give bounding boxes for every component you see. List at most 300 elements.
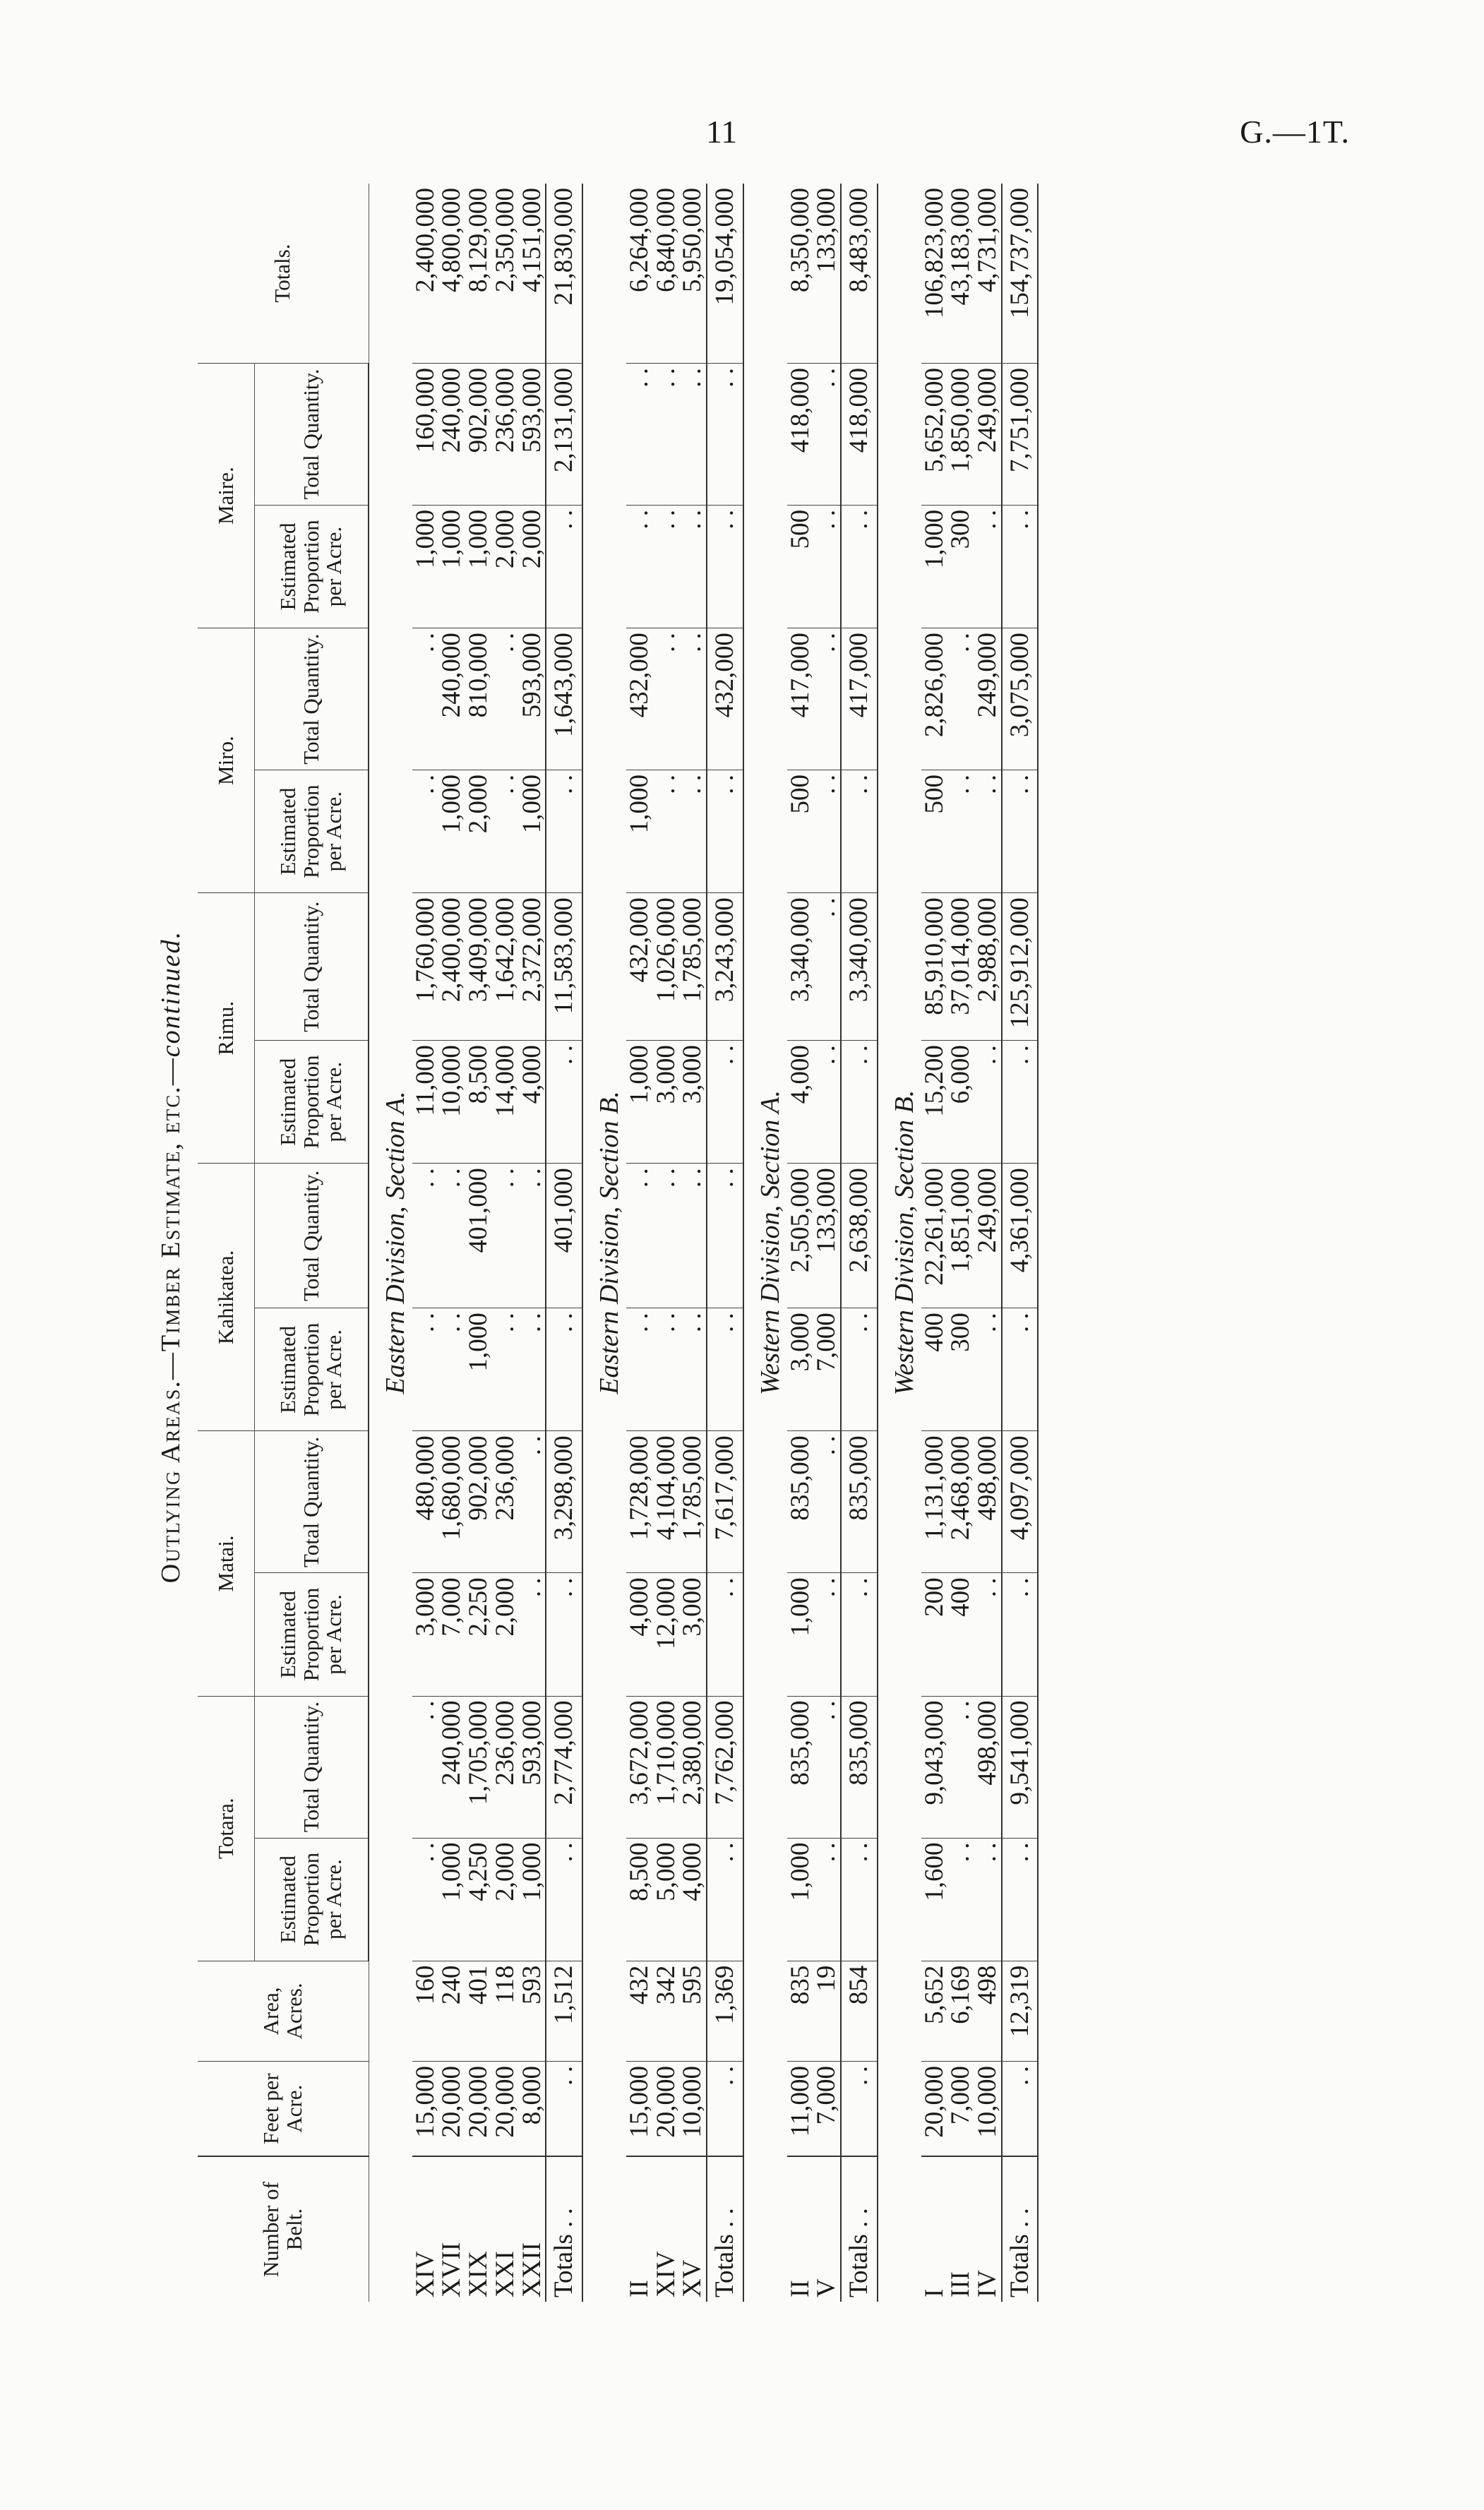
table-cell: 593 — [519, 1961, 546, 2061]
table-cell: 1,000 — [412, 505, 439, 628]
table-cell: 10,000 — [438, 1041, 465, 1164]
totals-row — [1002, 184, 1039, 2302]
totals-cell: . . — [546, 1041, 582, 1164]
table-cell: . . — [813, 1431, 841, 1573]
table-cell: 2,000 — [492, 1838, 519, 1961]
table-cell: 1,851,000 — [947, 1164, 974, 1308]
table-cell: 2,468,000 — [947, 1431, 974, 1573]
header-area: Area, Acres. — [198, 1961, 369, 2061]
totals-cell: 4,097,000 — [1002, 1431, 1039, 1573]
table-cell: 2,400,000 — [438, 893, 465, 1041]
belt-number: II — [626, 2156, 653, 2302]
subheader-totara-estimated-proportion: Estimated Proportion per Acre. — [255, 1838, 369, 1961]
table-cell: 240,000 — [438, 628, 465, 770]
header-matai: Matai. — [198, 1431, 255, 1696]
totals-cell: 9,541,000 — [1002, 1696, 1039, 1838]
table-cell: . . — [412, 1164, 439, 1308]
table-cell: 2,350,000 — [490, 188, 520, 292]
table-cell: 432,000 — [626, 893, 653, 1041]
table-cell: 9,043,000 — [921, 1696, 948, 1838]
totals-cell: . . — [707, 770, 743, 893]
table-cell: 1,000 — [626, 770, 653, 893]
table-cell: 3,000 — [787, 1308, 814, 1431]
table-cell: 1,785,000 — [679, 1431, 707, 1573]
belt-number: XV — [679, 2156, 707, 2302]
table-cell: 4,800,000 — [437, 188, 467, 292]
totals-cell: 19,054,000 — [707, 184, 743, 363]
totals-cell: 3,340,000 — [841, 893, 878, 1041]
table-cell: 498,000 — [974, 1431, 1002, 1573]
table-cell: 236,000 — [492, 1696, 519, 1838]
table-cell: 22,261,000 — [921, 1164, 948, 1308]
table-row — [974, 184, 1002, 2302]
table-cell: . . — [974, 1041, 1002, 1164]
table-cell: 8,000 — [519, 2062, 546, 2157]
table-cell: . . — [974, 1838, 1002, 1961]
table-cell: 15,000 — [626, 2062, 653, 2157]
table-cell: . . — [653, 770, 680, 893]
table-cell: 810,000 — [465, 628, 492, 770]
totals-cell: . . — [841, 2062, 878, 2157]
totals-cell: . . — [707, 363, 743, 505]
table-cell: 1,000 — [465, 1308, 492, 1431]
table-cell: 2,000 — [519, 505, 546, 628]
table-cell: . . — [626, 1308, 653, 1431]
table-cell: 4,250 — [465, 1838, 492, 1961]
totals-cell: 432,000 — [707, 628, 743, 770]
table-cell: . . — [947, 628, 974, 770]
table-cell: 418,000 — [787, 363, 814, 505]
table-cell: 43,183,000 — [946, 188, 976, 306]
totals-label: Totals . . — [546, 2156, 582, 2302]
table-cell: 1,000 — [438, 505, 465, 628]
totals-cell: 4,361,000 — [1002, 1164, 1039, 1308]
page-number: 11 — [706, 114, 738, 150]
totals-cell: . . — [841, 1308, 878, 1431]
table-cell: 37,014,000 — [947, 893, 974, 1041]
table-cell: 1,600 — [921, 1838, 948, 1961]
totals-cell: 154,737,000 — [1002, 184, 1039, 363]
table-cell: 6,000 — [947, 1041, 974, 1164]
table-cell: . . — [519, 1573, 546, 1696]
table-cell: 1,000 — [921, 505, 948, 628]
table-cell: . . — [679, 363, 707, 505]
table-cell: 133,000 — [812, 188, 842, 273]
table-cell: 6,840,000 — [651, 188, 681, 292]
belt-number: III — [947, 2156, 974, 2302]
totals-cell: 7,617,000 — [707, 1431, 743, 1573]
totals-label: Totals . . — [707, 2156, 743, 2302]
table-row — [438, 184, 465, 2302]
totals-cell: 2,774,000 — [546, 1696, 582, 1838]
table-cell: . . — [813, 770, 841, 893]
table-cell: . . — [519, 1164, 546, 1308]
table-cell: . . — [947, 770, 974, 893]
belt-number: V — [813, 2156, 841, 2302]
table-cell: 8,500 — [465, 1041, 492, 1164]
table-cell: . . — [813, 628, 841, 770]
table-cell: . . — [974, 1573, 1002, 1696]
header-kahikatea: Kahikatea. — [198, 1164, 255, 1431]
table-cell: 20,000 — [438, 2062, 465, 2157]
header-feet: Feet per Acre. — [198, 2062, 369, 2157]
totals-cell: 401,000 — [546, 1164, 582, 1308]
table-cell: 240,000 — [438, 1696, 465, 1838]
totals-cell: 3,243,000 — [707, 893, 743, 1041]
table-cell: 8,350,000 — [785, 188, 815, 292]
table-cell: . . — [974, 1308, 1002, 1431]
header-miro: Miro. — [198, 628, 255, 893]
table-cell: 902,000 — [465, 363, 492, 505]
table-cell: 3,000 — [679, 1041, 707, 1164]
totals-cell: 835,000 — [841, 1431, 878, 1573]
table-cell: 15,200 — [921, 1041, 948, 1164]
table-cell: . . — [813, 1838, 841, 1961]
table-cell: 10,000 — [679, 2062, 707, 2157]
table-cell: . . — [438, 1308, 465, 1431]
table-row — [492, 184, 519, 2302]
subheader-kahikatea-estimated-proportion: Estimated Proportion per Acre. — [255, 1308, 369, 1431]
subheader-miro-estimated-proportion: Estimated Proportion per Acre. — [255, 770, 369, 893]
totals-row — [841, 184, 878, 2302]
table-cell: 249,000 — [974, 1164, 1002, 1308]
table-cell: 236,000 — [492, 363, 519, 505]
table-cell: 15,000 — [412, 2062, 439, 2157]
table-cell: 11,000 — [412, 1041, 439, 1164]
totals-cell: . . — [707, 505, 743, 628]
table-row — [813, 184, 841, 2302]
table-cell: 19 — [813, 1961, 841, 2061]
table-cell: 11,000 — [787, 2062, 814, 2157]
table-cell: 498 — [974, 1961, 1002, 2061]
totals-cell: . . — [707, 1838, 743, 1961]
table-cell: . . — [492, 628, 519, 770]
belt-number: XIX — [465, 2156, 492, 2302]
table-cell: 593,000 — [519, 1696, 546, 1838]
table-cell: . . — [653, 363, 680, 505]
table-cell: 593,000 — [519, 363, 546, 505]
table-cell: 12,000 — [653, 1573, 680, 1696]
table-cell: 1,026,000 — [653, 893, 680, 1041]
table-cell: . . — [519, 1431, 546, 1573]
table-title-main: Outlying Areas.—Timber Estimate, etc.— — [156, 1057, 186, 1584]
belt-number: XIV — [412, 2156, 439, 2302]
totals-cell: . . — [1002, 1838, 1039, 1961]
table-cell: 4,000 — [626, 1573, 653, 1696]
totals-cell: 1,512 — [546, 1961, 582, 2061]
table-cell: 240,000 — [438, 363, 465, 505]
totals-cell: . . — [546, 2062, 582, 2157]
totals-cell: . . — [1002, 2062, 1039, 2157]
table-cell: 5,000 — [653, 1838, 680, 1961]
table-cell: . . — [653, 1164, 680, 1308]
table-cell: 4,731,000 — [973, 188, 1003, 292]
table-cell: 4,104,000 — [653, 1431, 680, 1573]
table-cell: 432,000 — [626, 628, 653, 770]
table-cell: 3,340,000 — [787, 893, 814, 1041]
header-belt: Number of Belt. — [198, 2156, 369, 2302]
table-title — [155, 184, 186, 2330]
table-cell: 4,000 — [679, 1838, 707, 1961]
table-cell: 7,000 — [813, 1308, 841, 1431]
table-cell: 1,131,000 — [921, 1431, 948, 1573]
belt-number: XXII — [519, 2156, 546, 2302]
table-cell: 8,500 — [626, 1838, 653, 1961]
table-row — [412, 184, 439, 2302]
totals-cell: 21,830,000 — [546, 184, 582, 363]
table-title-continued: continued. — [156, 930, 186, 1058]
table-cell: . . — [412, 1308, 439, 1431]
belt-number: XIV — [653, 2156, 680, 2302]
table-cell: 835,000 — [787, 1696, 814, 1838]
subheader-rimu-total-quantity: Total Quantity. — [255, 893, 369, 1041]
totals-cell: . . — [707, 1041, 743, 1164]
totals-cell: 1,369 — [707, 1961, 743, 2061]
table-cell: . . — [679, 628, 707, 770]
belt-number: II — [787, 2156, 814, 2302]
table-cell: 480,000 — [412, 1431, 439, 1573]
table-cell: 300 — [947, 505, 974, 628]
table-cell: . . — [626, 1164, 653, 1308]
subheader-maire-estimated-proportion: Estimated Proportion per Acre. — [255, 505, 369, 628]
totals-cell: . . — [841, 1838, 878, 1961]
table-cell: 1,000 — [519, 1838, 546, 1961]
table-cell: 1,000 — [438, 770, 465, 893]
table-cell: 1,680,000 — [438, 1431, 465, 1573]
header-rimu: Rimu. — [198, 893, 255, 1164]
belt-number: XXI — [492, 2156, 519, 2302]
table-cell: 1,000 — [438, 1838, 465, 1961]
table-cell: . . — [492, 770, 519, 893]
table-cell: . . — [519, 1308, 546, 1431]
table-cell: . . — [412, 628, 439, 770]
table-cell: 1,642,000 — [492, 893, 519, 1041]
table-cell: . . — [813, 1696, 841, 1838]
table-cell: 133,000 — [813, 1164, 841, 1308]
table-cell: . . — [492, 1308, 519, 1431]
table-cell: 1,000 — [465, 505, 492, 628]
table-cell: 835 — [787, 1961, 814, 2061]
totals-cell: . . — [707, 1573, 743, 1696]
totals-cell: 835,000 — [841, 1696, 878, 1838]
totals-cell: 854 — [841, 1961, 878, 2061]
table-cell: 6,264,000 — [624, 188, 654, 292]
totals-cell: 8,483,000 — [841, 184, 878, 363]
table-cell: . . — [813, 363, 841, 505]
table-row — [947, 184, 974, 2302]
table-cell: . . — [412, 1696, 439, 1838]
table-cell: 2,988,000 — [974, 893, 1002, 1041]
table-cell: 300 — [947, 1308, 974, 1431]
table-cell: 417,000 — [787, 628, 814, 770]
totals-cell: . . — [1002, 505, 1039, 628]
table-cell: 2,000 — [465, 770, 492, 893]
table-row — [653, 184, 680, 2302]
belt-number: IV — [974, 2156, 1002, 2302]
table-cell: 7,000 — [947, 2062, 974, 2157]
totals-cell: . . — [1002, 770, 1039, 893]
table-cell: 20,000 — [921, 2062, 948, 2157]
table-cell: . . — [492, 1164, 519, 1308]
table-cell: 2,505,000 — [787, 1164, 814, 1308]
document-code: G.—1T. — [1240, 114, 1350, 150]
totals-cell: . . — [707, 2062, 743, 2157]
table-cell: 118 — [492, 1961, 519, 2061]
table-row — [921, 184, 948, 2302]
table-cell: . . — [679, 505, 707, 628]
table-cell: 240 — [438, 1961, 465, 2061]
totals-cell: 12,319 — [1002, 1961, 1039, 2061]
table-cell: 342 — [653, 1961, 680, 2061]
table-cell: 835,000 — [787, 1431, 814, 1573]
totals-cell: 3,298,000 — [546, 1431, 582, 1573]
totals-label: Totals . . — [841, 2156, 878, 2302]
table-cell: 4,151,000 — [517, 188, 546, 292]
section-heading: Western Division, Section B. — [889, 1089, 919, 1396]
table-cell: 14,000 — [492, 1041, 519, 1164]
table-cell: 85,910,000 — [921, 893, 948, 1041]
table-cell: 236,000 — [492, 1431, 519, 1573]
table-cell: 20,000 — [465, 2062, 492, 2157]
table-cell: 500 — [921, 770, 948, 893]
subheader-miro-total-quantity: Total Quantity. — [255, 628, 369, 770]
table-cell: . . — [679, 770, 707, 893]
totals-cell: . . — [546, 1573, 582, 1696]
table-cell: . . — [412, 1838, 439, 1961]
table-cell: 20,000 — [492, 2062, 519, 2157]
subheader-matai-total-quantity: Total Quantity. — [255, 1431, 369, 1573]
table-cell: 1,000 — [626, 1041, 653, 1164]
table-cell: 5,950,000 — [678, 188, 707, 292]
totals-cell: . . — [841, 770, 878, 893]
table-cell: 6,169 — [947, 1961, 974, 2061]
table-cell: 8,129,000 — [464, 188, 493, 292]
totals-cell: . . — [546, 1838, 582, 1961]
table-cell: . . — [813, 505, 841, 628]
totals-cell: 7,751,000 — [1002, 363, 1039, 505]
table-cell: 249,000 — [974, 628, 1002, 770]
table-cell: . . — [626, 363, 653, 505]
table-cell: . . — [679, 1308, 707, 1431]
totals-cell: . . — [841, 505, 878, 628]
table-row — [519, 184, 546, 2302]
subheader-totara-total-quantity: Total Quantity. — [255, 1696, 369, 1838]
header-totara: Totara. — [198, 1696, 255, 1961]
table-cell: 3,000 — [412, 1573, 439, 1696]
totals-cell: 7,762,000 — [707, 1696, 743, 1838]
table-cell: 4,000 — [787, 1041, 814, 1164]
subheader-rimu-estimated-proportion: Estimated Proportion per Acre. — [255, 1041, 369, 1164]
header-maire: Maire. — [198, 363, 255, 628]
table-cell: 2,826,000 — [921, 628, 948, 770]
totals-cell: . . — [1002, 1573, 1039, 1696]
table-row — [787, 184, 814, 2302]
table-cell: 595 — [679, 1961, 707, 2061]
section-heading: Eastern Division, Section A. — [381, 1091, 410, 1394]
table-cell: 1,000 — [519, 770, 546, 893]
table-cell: . . — [813, 1573, 841, 1696]
totals-cell: . . — [707, 1308, 743, 1431]
table-cell: 432 — [626, 1961, 653, 2061]
belt-number: I — [921, 2156, 948, 2302]
totals-cell: 125,912,000 — [1002, 893, 1039, 1041]
table-cell: . . — [947, 1696, 974, 1838]
totals-cell: 3,075,000 — [1002, 628, 1039, 770]
table-cell: 500 — [787, 505, 814, 628]
subheader-kahikatea-total-quantity: Total Quantity. — [255, 1164, 369, 1308]
table-cell: . . — [679, 1164, 707, 1308]
table-cell: 7,000 — [813, 2062, 841, 2157]
table-cell: . . — [813, 893, 841, 1041]
table-cell: 1,705,000 — [465, 1696, 492, 1838]
table-cell: 500 — [787, 770, 814, 893]
table-cell: 160,000 — [412, 363, 439, 505]
table-cell: . . — [974, 770, 1002, 893]
table-cell: . . — [412, 770, 439, 893]
table-cell: . . — [974, 505, 1002, 628]
totals-row — [546, 184, 582, 2302]
totals-cell: . . — [841, 1041, 878, 1164]
belt-number: XVII — [438, 2156, 465, 2302]
table-cell: . . — [438, 1164, 465, 1308]
table-cell: 2,380,000 — [679, 1696, 707, 1838]
table-cell: 400 — [921, 1308, 948, 1431]
table-cell: 498,000 — [974, 1696, 1002, 1838]
table-cell: 1,710,000 — [653, 1696, 680, 1838]
timber-estimate-table — [198, 184, 1039, 2302]
subheader-matai-estimated-proportion: Estimated Proportion per Acre. — [255, 1573, 369, 1696]
table-cell: 5,652 — [921, 1961, 948, 2061]
table-cell: 400 — [947, 1573, 974, 1696]
totals-row — [707, 184, 743, 2302]
table-cell: 2,372,000 — [519, 893, 546, 1041]
table-cell: 2,400,000 — [410, 188, 440, 292]
totals-cell: 2,638,000 — [841, 1164, 878, 1308]
totals-cell: 11,583,000 — [546, 893, 582, 1041]
table-cell: 1,000 — [787, 1573, 814, 1696]
table-cell: 401 — [465, 1961, 492, 2061]
totals-cell: . . — [707, 1164, 743, 1308]
table-cell: 3,672,000 — [626, 1696, 653, 1838]
totals-cell: . . — [841, 1573, 878, 1696]
table-cell: 1,728,000 — [626, 1431, 653, 1573]
section-heading: Eastern Division, Section B. — [594, 1091, 625, 1394]
table-cell: 2,250 — [465, 1573, 492, 1696]
table-cell: 7,000 — [438, 1573, 465, 1696]
table-row — [465, 184, 492, 2302]
totals-cell: . . — [1002, 1308, 1039, 1431]
totals-cell: . . — [546, 505, 582, 628]
table-cell: 10,000 — [974, 2062, 1002, 2157]
table-cell: . . — [653, 1308, 680, 1431]
table-cell: . . — [653, 628, 680, 770]
totals-cell: . . — [1002, 1041, 1039, 1164]
table-row — [626, 184, 653, 2302]
table-cell: 1,000 — [787, 1838, 814, 1961]
table-cell: 160 — [412, 1961, 439, 2061]
totals-cell: 2,131,000 — [546, 363, 582, 505]
totals-cell: 417,000 — [841, 628, 878, 770]
table-cell: 20,000 — [653, 2062, 680, 2157]
table-cell: 4,000 — [519, 1041, 546, 1164]
table-cell: 1,785,000 — [679, 893, 707, 1041]
table-cell: . . — [626, 505, 653, 628]
table-cell: 106,823,000 — [919, 188, 949, 318]
table-cell: 1,850,000 — [947, 363, 974, 505]
table-cell: 401,000 — [465, 1164, 492, 1308]
table-cell: . . — [947, 1838, 974, 1961]
table-cell: 593,000 — [519, 628, 546, 770]
